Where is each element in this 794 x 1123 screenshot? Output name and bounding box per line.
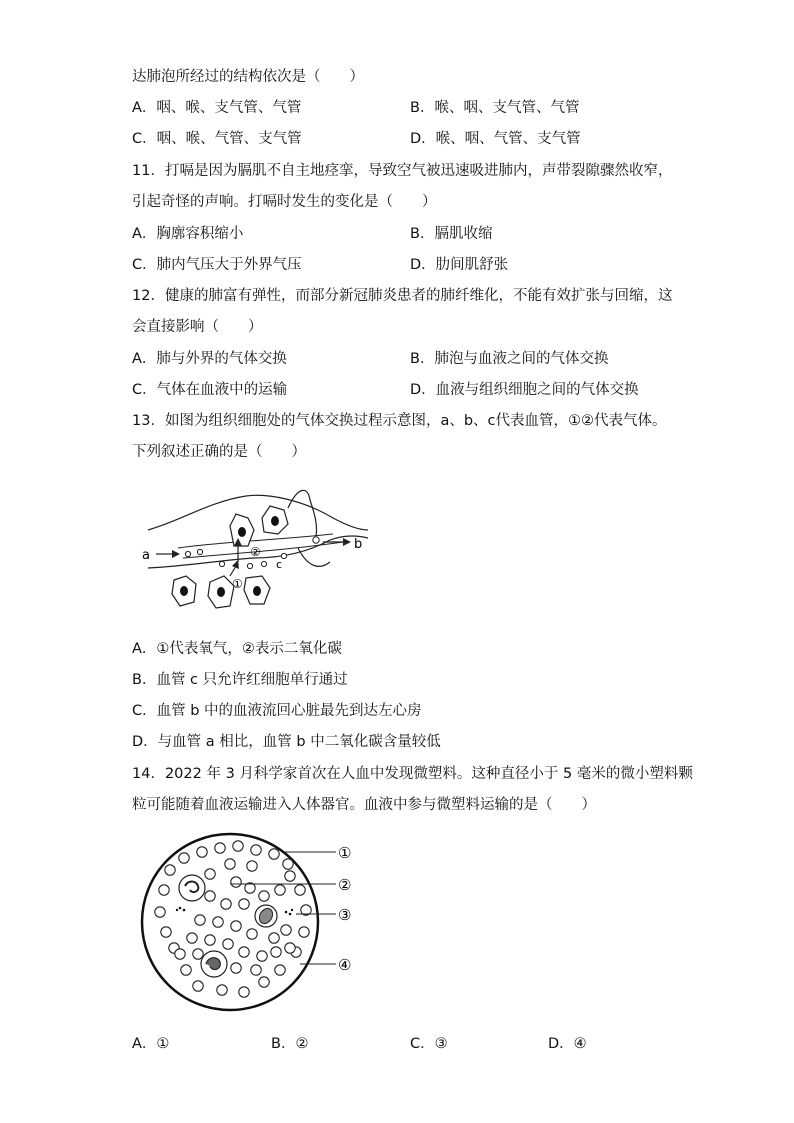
red-blood-cell xyxy=(223,939,233,949)
red-blood-cell xyxy=(233,841,243,851)
red-blood-cell xyxy=(283,859,293,869)
red-blood-cell xyxy=(269,849,279,859)
red-blood-cell xyxy=(159,885,169,895)
red-blood-cell xyxy=(187,933,197,943)
blood-smear-diagram xyxy=(140,830,370,1020)
red-blood-cell xyxy=(247,929,257,939)
red-blood-cell xyxy=(205,869,215,879)
red-blood-cell xyxy=(299,927,309,937)
red-blood-cell xyxy=(271,947,281,957)
red-blood-cell xyxy=(205,935,215,945)
q11-option-d[interactable]: D．肋间肌舒张 xyxy=(410,257,509,273)
red-blood-cell xyxy=(251,965,261,975)
q14-stem-line-2: 粒可能随着血液运输进入人体器官。血液中参与微塑料运输的是（ ） xyxy=(132,797,596,813)
label-3: ③ xyxy=(338,906,352,924)
red-blood-cell xyxy=(231,963,241,973)
vessel-a-label: a xyxy=(142,548,150,563)
red-blood-cell xyxy=(181,965,191,975)
label-4: ④ xyxy=(338,956,352,974)
q14-option-d[interactable]: D．④ xyxy=(548,1036,587,1052)
q11-option-b[interactable]: B．膈肌收缩 xyxy=(410,226,493,242)
red-blood-cell xyxy=(231,877,241,887)
red-blood-cell xyxy=(239,899,249,909)
red-blood-cell xyxy=(275,885,285,895)
red-blood-cell xyxy=(195,915,205,925)
red-blood-cell xyxy=(285,943,295,953)
red-blood-cell xyxy=(231,921,241,931)
red-blood-cell xyxy=(257,951,267,961)
q14-stem-line-1: 14．2022 年 3 月科学家首次在人血中发现微塑料。这种直径小于 5 毫米的微小塑料颗 xyxy=(132,766,693,782)
red-blood-cell xyxy=(239,947,249,957)
gas-1-label: ① xyxy=(232,577,243,591)
red-blood-cell xyxy=(269,933,279,943)
red-blood-cell xyxy=(259,891,269,901)
red-blood-cell xyxy=(161,927,171,937)
q12-stem-line-2: 会直接影响（ ） xyxy=(132,319,263,335)
red-blood-cell xyxy=(221,899,231,909)
red-blood-cell xyxy=(179,853,189,863)
gas-exchange-diagram xyxy=(138,478,378,624)
red-blood-cell xyxy=(215,843,225,853)
red-blood-cell xyxy=(197,847,207,857)
q10-option-a[interactable]: A．咽、喉、支气管、气管 xyxy=(132,100,302,116)
red-blood-cell xyxy=(247,861,257,871)
q13-option-b[interactable]: B．血管 c 只允许红细胞单行通过 xyxy=(132,672,348,688)
red-blood-cell xyxy=(193,949,203,959)
q12-option-c[interactable]: C．气体在血液中的运输 xyxy=(132,382,288,398)
red-blood-cell xyxy=(251,845,261,855)
q10-option-b[interactable]: B．喉、咽、支气管、气管 xyxy=(410,100,580,116)
q14-option-c[interactable]: C．③ xyxy=(410,1036,448,1052)
red-blood-cell xyxy=(281,925,291,935)
q11-option-c[interactable]: C．肺内气压大于外界气压 xyxy=(132,257,302,273)
red-blood-cell xyxy=(205,891,215,901)
red-blood-cell xyxy=(193,981,203,991)
label-2: ② xyxy=(338,876,352,894)
red-blood-cell xyxy=(295,885,305,895)
q13-stem-line-1: 13．如图为组织细胞处的气体交换过程示意图，a、b、c代表血管，①②代表气体。 xyxy=(132,413,667,429)
q12-option-a[interactable]: A．肺与外界的气体交换 xyxy=(132,351,287,367)
q12-stem-line-1: 12．健康的肺富有弹性，而部分新冠肺炎患者的肺纤维化，不能有效扩张与回缩，这 xyxy=(132,288,673,304)
q10-option-c[interactable]: C．咽、喉、气管、支气管 xyxy=(132,131,302,147)
q13-option-c[interactable]: C．血管 b 中的血液流回心脏最先到达左心房 xyxy=(132,703,422,719)
red-blood-cell xyxy=(239,987,249,997)
q14-option-a[interactable]: A．① xyxy=(132,1036,170,1052)
label-1: ① xyxy=(338,844,352,862)
q10-stem: 达肺泡所经过的结构依次是（ ） xyxy=(132,69,364,85)
gas-2-label: ② xyxy=(250,545,261,559)
red-blood-cell xyxy=(217,985,227,995)
q13-option-a[interactable]: A．①代表氧气，②表示二氧化碳 xyxy=(132,641,342,657)
red-blood-cell xyxy=(175,949,185,959)
q13-option-d[interactable]: D．与血管 a 相比，血管 b 中二氧化碳含量较低 xyxy=(132,734,441,750)
red-blood-cell xyxy=(165,865,175,875)
q11-stem-line-2: 引起奇怪的声响。打嗝时发生的变化是（ ） xyxy=(132,194,437,210)
red-blood-cell xyxy=(225,859,235,869)
red-blood-cell xyxy=(213,917,223,927)
q14-option-b[interactable]: B．② xyxy=(271,1036,309,1052)
q13-stem-line-2: 下列叙述正确的是（ ） xyxy=(132,444,306,460)
q11-stem-line-1: 11．打嗝是因为膈肌不自主地痉挛，导致空气被迅速吸进肺内，声带裂隙骤然收窄， xyxy=(132,163,673,179)
red-blood-cell xyxy=(285,871,295,881)
vessel-c-label: c xyxy=(276,558,283,571)
red-blood-cell xyxy=(259,977,269,987)
q11-option-a[interactable]: A．胸廓容积缩小 xyxy=(132,226,244,242)
q12-option-d[interactable]: D．血液与组织细胞之间的气体交换 xyxy=(410,382,639,398)
red-blood-cell xyxy=(275,965,285,975)
q10-option-d[interactable]: D．喉、咽、气管、支气管 xyxy=(410,131,581,147)
red-blood-cell xyxy=(155,907,165,917)
vessel-b-label: b xyxy=(354,537,363,552)
q12-option-b[interactable]: B．肺泡与血液之间的气体交换 xyxy=(410,351,609,367)
